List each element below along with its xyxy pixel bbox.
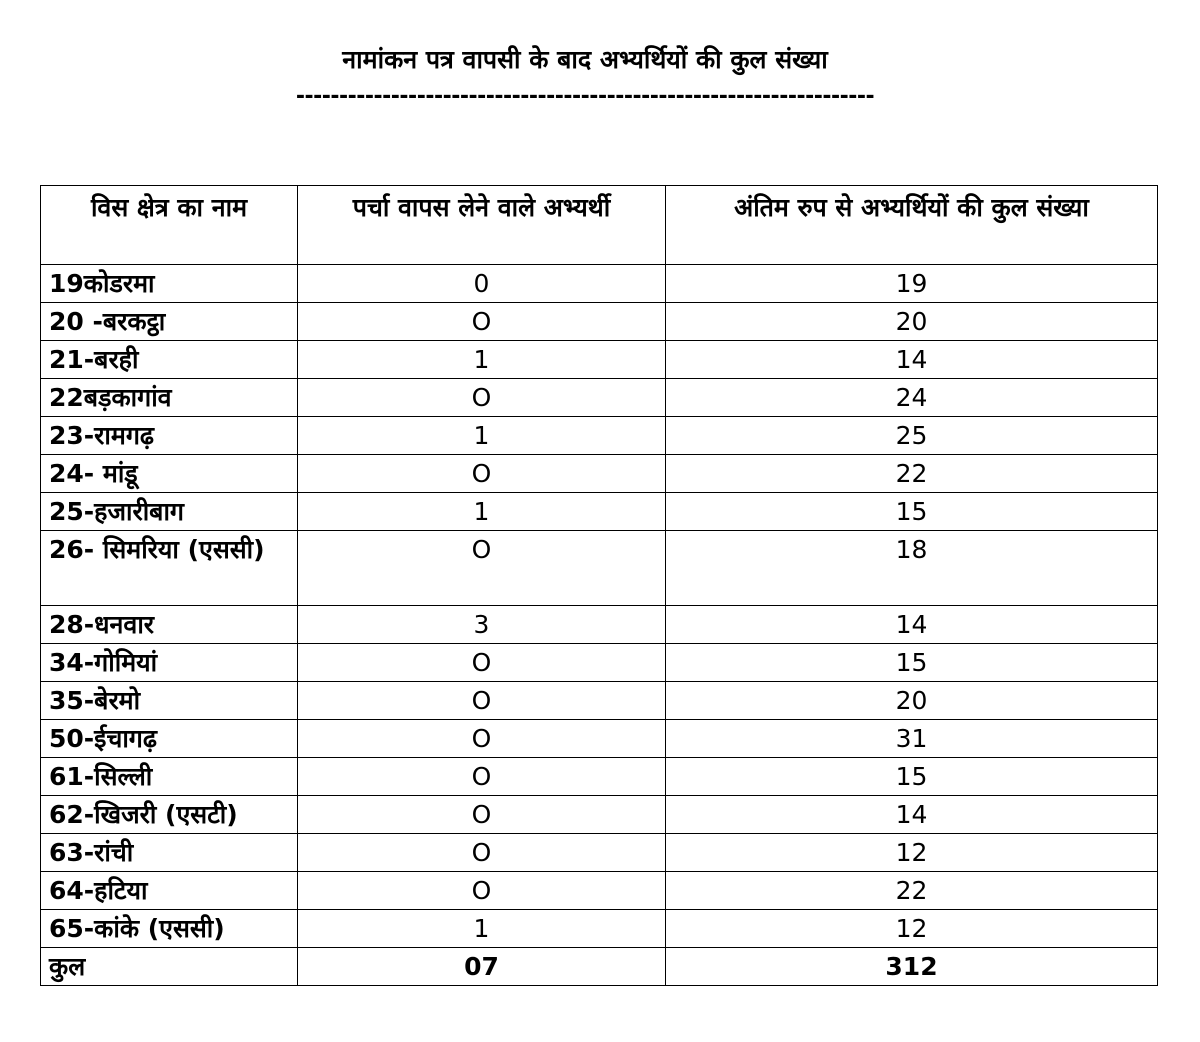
- table-row: [41, 720, 1158, 758]
- header-withdrawn: पर्चा वापस लेने वाले अभ्यर्थी: [298, 186, 666, 265]
- constituency-name: 65-कांके (एससी): [41, 910, 298, 948]
- constituency-name: 64-हटिया: [41, 872, 298, 910]
- withdrawn-count: O: [298, 796, 666, 834]
- final-count: 31: [666, 720, 1158, 758]
- table-row: [41, 644, 1158, 682]
- constituency-name: 23-रामगढ़: [41, 417, 298, 455]
- withdrawn-count: O: [298, 303, 666, 341]
- constituency-name: 62-खिजरी (एसटी): [41, 796, 298, 834]
- title-underline: -------------------------------------------------------------------: [295, 84, 875, 109]
- final-count: 14: [666, 606, 1158, 644]
- final-count: 14: [666, 796, 1158, 834]
- constituency-name: 25-हजारीबाग: [41, 493, 298, 531]
- table-row: [41, 531, 1158, 606]
- final-count: 15: [666, 644, 1158, 682]
- withdrawn-count: O: [298, 758, 666, 796]
- withdrawn-count: O: [298, 872, 666, 910]
- table-row: [41, 493, 1158, 531]
- table-row: [41, 682, 1158, 720]
- constituency-name: 28-धनवार: [41, 606, 298, 644]
- final-count: 12: [666, 834, 1158, 872]
- header-constituency: विस क्षेत्र का नाम: [41, 186, 298, 265]
- table-row: [41, 341, 1158, 379]
- final-count: 20: [666, 303, 1158, 341]
- constituency-name: 63-रांची: [41, 834, 298, 872]
- withdrawn-count: 0: [298, 265, 666, 303]
- constituency-name: 19कोडरमा: [41, 265, 298, 303]
- constituency-name: 26- सिमरिया (एससी): [41, 531, 298, 606]
- constituency-name: 34-गोमियां: [41, 644, 298, 682]
- withdrawn-count: O: [298, 682, 666, 720]
- total-final: 312: [666, 948, 1158, 986]
- withdrawn-count: O: [298, 531, 666, 606]
- constituency-name: 22बड़कागांव: [41, 379, 298, 417]
- final-count: 25: [666, 417, 1158, 455]
- total-label: कुल: [41, 948, 298, 986]
- table-row: [41, 417, 1158, 455]
- final-count: 20: [666, 682, 1158, 720]
- final-count: 15: [666, 758, 1158, 796]
- table-row: [41, 455, 1158, 493]
- constituency-name: 50-ईचागढ़: [41, 720, 298, 758]
- withdrawn-count: 3: [298, 606, 666, 644]
- withdrawn-count: 1: [298, 417, 666, 455]
- withdrawn-count: 1: [298, 493, 666, 531]
- table-row: [41, 379, 1158, 417]
- table-row: [41, 796, 1158, 834]
- withdrawn-count: O: [298, 834, 666, 872]
- total-withdrawn: 07: [298, 948, 666, 986]
- constituency-name: 24- मांडू: [41, 455, 298, 493]
- constituency-name: 35-बेरमो: [41, 682, 298, 720]
- withdrawn-count: O: [298, 455, 666, 493]
- withdrawn-count: 1: [298, 910, 666, 948]
- final-count: 24: [666, 379, 1158, 417]
- table-header-row: [41, 186, 1158, 265]
- table-row: [41, 606, 1158, 644]
- constituency-name: 21-बरही: [41, 341, 298, 379]
- final-count: 22: [666, 455, 1158, 493]
- table-row: [41, 303, 1158, 341]
- final-count: 15: [666, 493, 1158, 531]
- document-title: नामांकन पत्र वापसी के बाद अभ्यर्थियों की कुल संख्या: [342, 45, 828, 74]
- withdrawn-count: O: [298, 720, 666, 758]
- constituency-name: 20 -बरकट्ठा: [41, 303, 298, 341]
- candidates-table: [40, 185, 1158, 986]
- table-row: [41, 758, 1158, 796]
- total-row: [41, 948, 1158, 986]
- withdrawn-count: O: [298, 379, 666, 417]
- final-count: 18: [666, 531, 1158, 606]
- table-row: [41, 834, 1158, 872]
- table-row: [41, 910, 1158, 948]
- withdrawn-count: 1: [298, 341, 666, 379]
- table-row: [41, 265, 1158, 303]
- final-count: 12: [666, 910, 1158, 948]
- final-count: 22: [666, 872, 1158, 910]
- withdrawn-count: O: [298, 644, 666, 682]
- table-row: [41, 872, 1158, 910]
- header-final-count: अंतिम रुप से अभ्यर्थियों की कुल संख्या: [666, 186, 1158, 265]
- constituency-name: 61-सिल्ली: [41, 758, 298, 796]
- final-count: 14: [666, 341, 1158, 379]
- final-count: 19: [666, 265, 1158, 303]
